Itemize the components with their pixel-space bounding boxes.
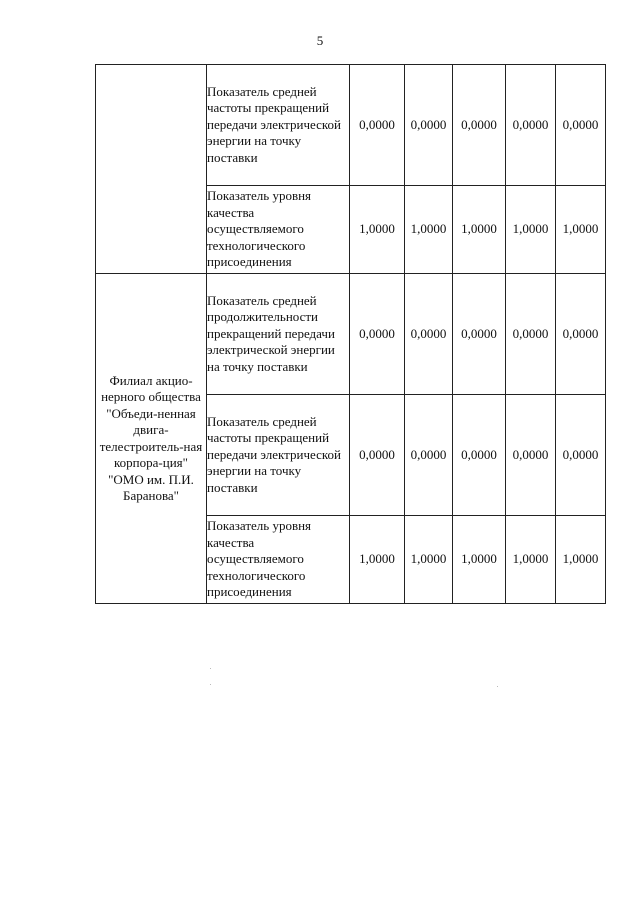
value-cell: 0,0000	[405, 395, 453, 516]
value-cell: 1,0000	[405, 516, 453, 604]
indicator-cell: Показатель средней продолжительности прекращений передачи электрической энергии на точку поставки	[207, 274, 350, 395]
indicator-cell: Показатель уровня качества осуществляемого технологического присоединения	[207, 516, 350, 604]
value-cell: 0,0000	[405, 274, 453, 395]
value-cell: 0,0000	[506, 65, 556, 186]
value-cell: 0,0000	[453, 395, 506, 516]
value-cell: 0,0000	[453, 274, 506, 395]
value-cell: 0,0000	[350, 65, 405, 186]
table-row	[96, 274, 606, 395]
value-cell: 0,0000	[556, 395, 606, 516]
value-cell: 1,0000	[453, 516, 506, 604]
indicator-cell: Показатель средней частоты прекращений передачи электрической энергии на точку поставки	[207, 65, 350, 186]
value-cell: 0,0000	[350, 274, 405, 395]
table-row	[96, 65, 606, 186]
indicators-table	[95, 64, 606, 604]
value-cell: 1,0000	[506, 516, 556, 604]
value-cell: 1,0000	[350, 516, 405, 604]
value-cell: 0,0000	[556, 65, 606, 186]
value-cell: 1,0000	[556, 186, 606, 274]
scan-speck	[210, 684, 211, 685]
indicator-cell: Показатель уровня качества осуществляемого технологического присоединения	[207, 186, 350, 274]
value-cell: 0,0000	[350, 395, 405, 516]
value-cell: 0,0000	[556, 274, 606, 395]
value-cell: 0,0000	[506, 274, 556, 395]
value-cell: 0,0000	[506, 395, 556, 516]
value-cell: 1,0000	[506, 186, 556, 274]
scan-speck	[210, 668, 211, 669]
scan-speck	[497, 686, 498, 687]
org-cell	[96, 65, 207, 274]
value-cell: 0,0000	[405, 65, 453, 186]
indicator-cell: Показатель средней частоты прекращений передачи электрической энергии на точку поставки	[207, 395, 350, 516]
value-cell: 1,0000	[556, 516, 606, 604]
value-cell: 1,0000	[350, 186, 405, 274]
value-cell: 1,0000	[405, 186, 453, 274]
value-cell: 0,0000	[453, 65, 506, 186]
page-number: 5	[316, 33, 324, 48]
org-cell: Филиал акцио-нерного общества "Объеди-ненная двига-телестроитель-ная корпора-ция" "ОМО им. П.И. Баранова"	[96, 274, 207, 604]
value-cell: 1,0000	[453, 186, 506, 274]
